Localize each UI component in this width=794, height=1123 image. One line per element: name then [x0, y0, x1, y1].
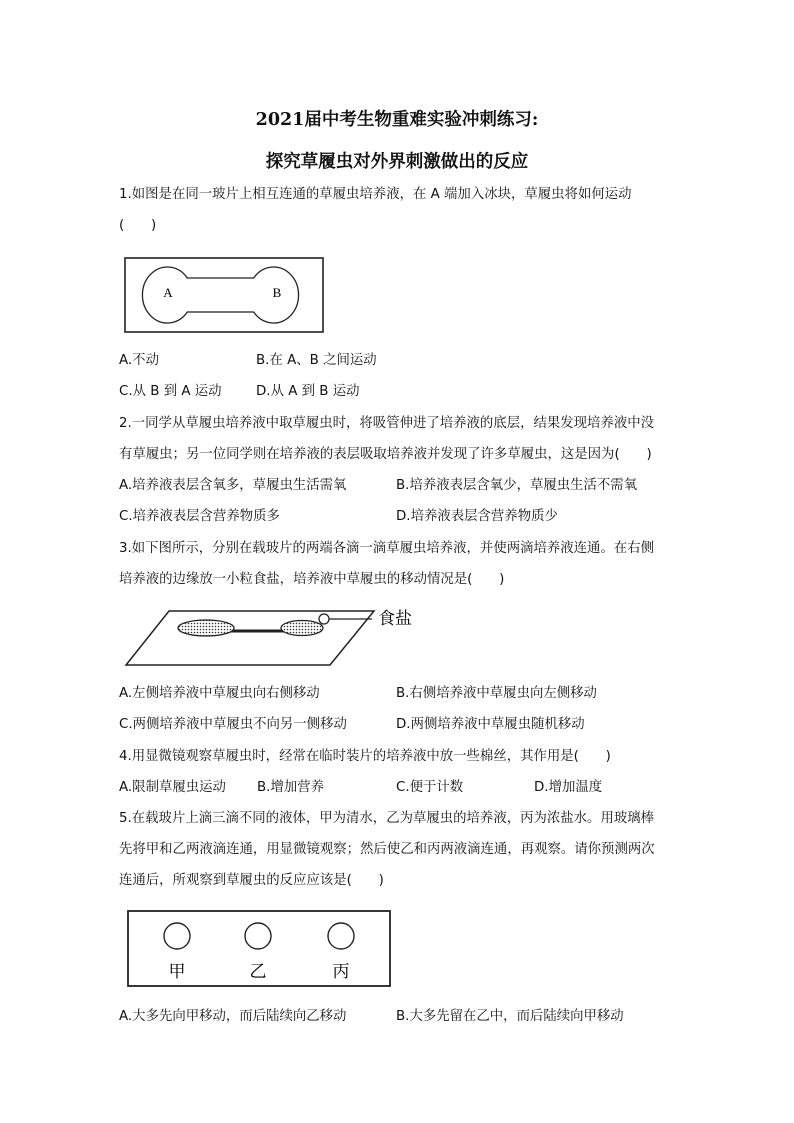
q1-option-c: C.从 B 到 A 运动: [119, 384, 222, 399]
q5-stem-line3: 连通后，所观察到草履虫的反应应该是( ): [119, 873, 384, 888]
q5-stem-line1: 5.在载玻片上滴三滴不同的液体，甲为清水，乙为草履虫的培养液，丙为浓盐水。用玻璃棒: [119, 811, 655, 826]
q4-option-c: C.便于计数: [396, 780, 464, 795]
q1-label-a: A: [163, 285, 173, 300]
q1-stem-line1: 1.如图是在同一玻片上相互连通的草履虫培养液，在 A 端加入冰块，草履虫将如何运动: [119, 187, 632, 202]
page-title: 2021届中考生物重难实验冲刺练习:: [255, 110, 539, 130]
q3-option-d: D.两侧培养液中草履虫随机移动: [396, 717, 585, 732]
q5-label-bing: 丙: [332, 962, 350, 982]
q3-salt-label: 食盐: [378, 609, 412, 629]
q3-option-c: C.两侧培养液中草履虫不向另一侧移动: [119, 717, 347, 732]
q4-option-b: B.增加营养: [257, 780, 325, 795]
q2-option-b: B.培养液表层含氧少，草履虫生活不需氧: [396, 478, 638, 493]
q1-label-b: B: [272, 285, 282, 300]
q1-option-d: D.从 A 到 B 运动: [256, 384, 360, 399]
q5-stem-line2: 先将甲和乙两液滴连通，用显微镜观察；然后使乙和丙两液滴连通，再观察。请你预测两次: [119, 842, 655, 857]
page-subtitle: 探究草履虫对外界刺激做出的反应: [265, 152, 529, 172]
q1-stem-line2: ( ): [119, 218, 157, 233]
q3-figure: [124, 601, 424, 671]
q2-stem-line1: 2.一同学从草履虫培养液中取草履虫时，将吸管伸进了培养液的底层，结果发现培养液中没: [119, 416, 655, 431]
q3-stem-line1: 3.如下图所示，分别在载玻片的两端各滴一滴草履虫培养液，并使两滴培养液连通。在右侧: [119, 541, 655, 556]
q4-option-a: A.限制草履虫运动: [119, 780, 226, 795]
q2-stem-line2: 有草履虫；另一位同学则在培养液的表层吸取培养液并发现了许多草履虫，这是因为( ): [119, 447, 652, 462]
q5-option-a: A.大多先向甲移动，而后陆续向乙移动: [119, 1009, 347, 1024]
q4-option-d: D.增加温度: [534, 780, 603, 795]
q1-option-b: B.在 A、B 之间运动: [256, 353, 377, 368]
q3-stem-line2: 培养液的边缘放一小粒食盐，培养液中草履虫的移动情况是( ): [119, 572, 505, 587]
q2-option-a: A.培养液表层含氧多，草履虫生活需氧: [119, 478, 347, 493]
q5-option-b: B.大多先留在乙中，而后陆续向甲移动: [396, 1009, 624, 1024]
q2-option-d: D.培养液表层含营养物质少: [396, 509, 558, 524]
q3-option-b: B.右侧培养液中草履虫向左侧移动: [396, 686, 597, 701]
q5-label-jia: 甲: [168, 962, 186, 982]
q5-figure: [127, 910, 391, 987]
q1-figure: [124, 257, 324, 333]
q2-option-c: C.培养液表层含营养物质多: [119, 509, 280, 524]
q1-option-a: A.不动: [119, 353, 159, 368]
q5-label-yi: 乙: [249, 962, 267, 982]
q3-option-a: A.左侧培养液中草履虫向右侧移动: [119, 686, 320, 701]
q4-stem-line1: 4.用显微镜观察草履虫时，经常在临时装片的培养液中放一些棉丝，其作用是( ): [119, 749, 611, 764]
